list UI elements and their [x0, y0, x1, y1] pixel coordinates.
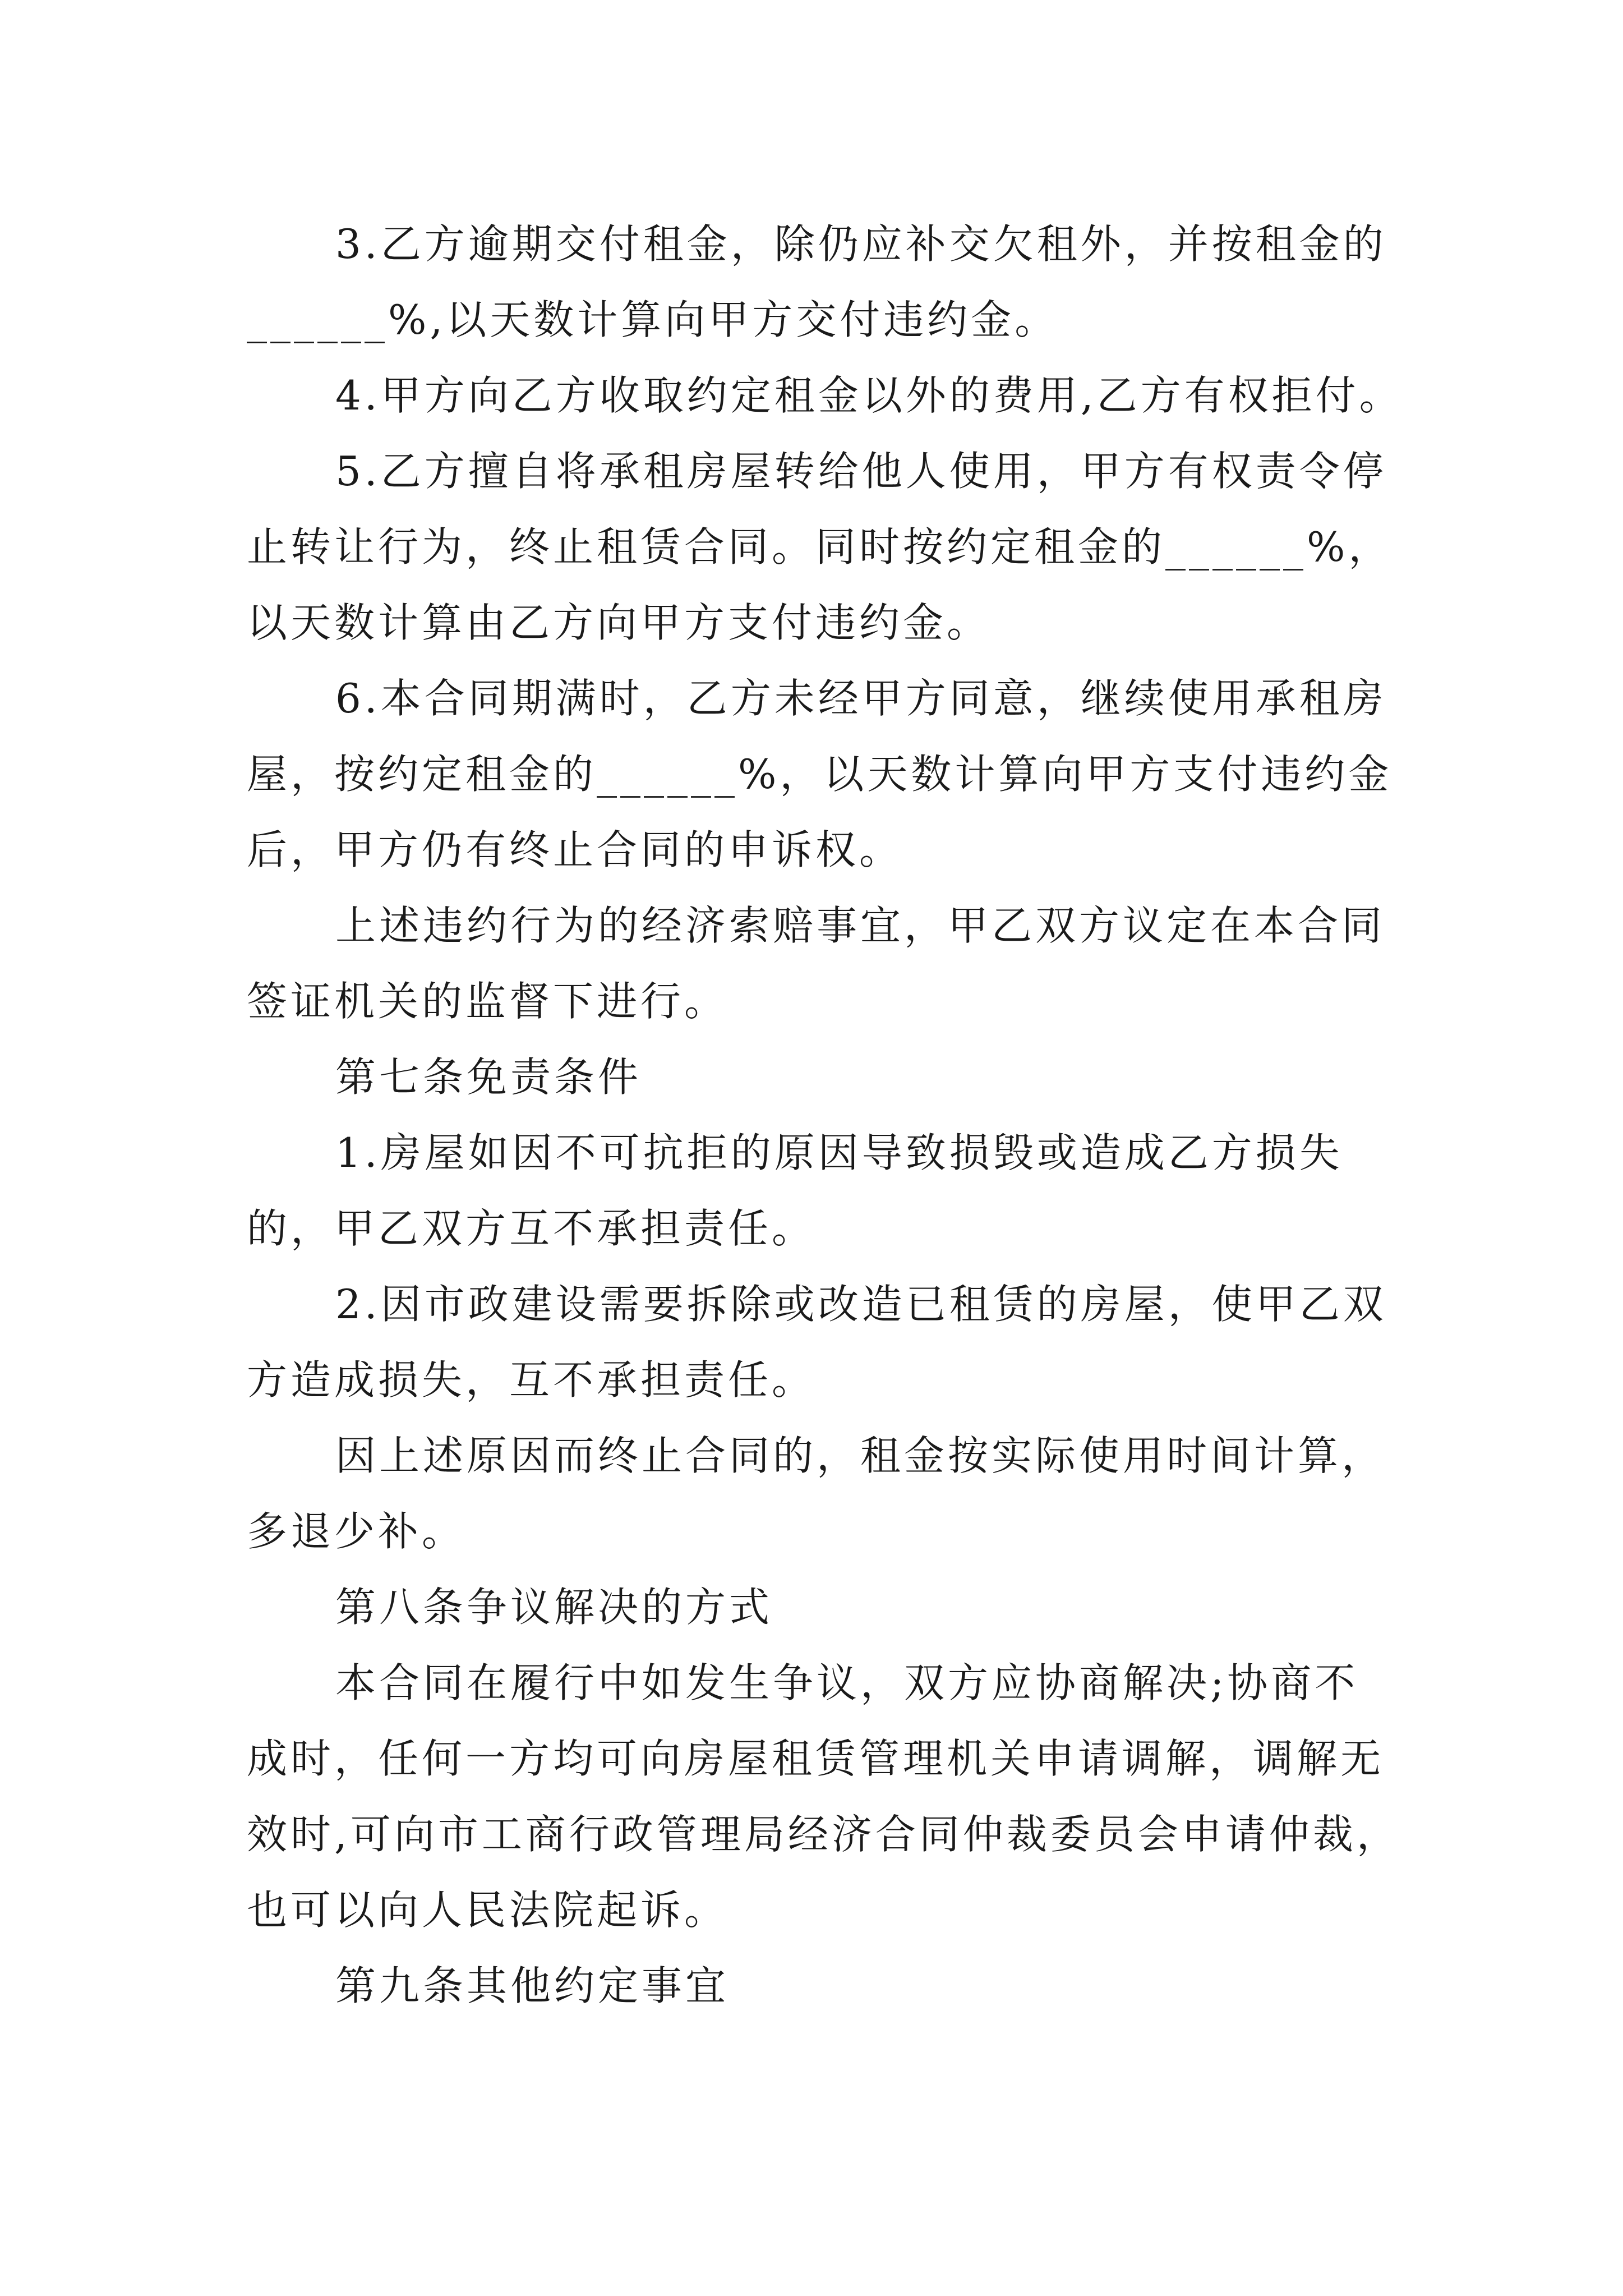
- clause-3-line-1: 3.乙方逾期交付租金，除仍应补交欠租外，并按租金的: [335, 220, 1387, 268]
- exemption-1-line-1: 1.房屋如因不可抗拒的原因导致损毁或造成乙方损失: [335, 1129, 1343, 1176]
- dispute-resolution-line-3: 效时,可向市工商行政管理局经济合同仲裁委员会申请仲裁，: [247, 1811, 1400, 1858]
- exemption-2-line-2: 方造成损失，互不承担责任。: [247, 1356, 816, 1404]
- clause-6-line-1: 6.本合同期满时，乙方未经甲方同意，继续使用承租房: [335, 675, 1387, 722]
- clause-4-line-1: 4.甲方向乙方收取约定租金以外的费用,乙方有权拒付。: [335, 372, 1403, 419]
- clause-3-line-2: ______%,以天数计算向甲方交付违约金。: [247, 296, 1059, 343]
- clause-6-line-3: 后，甲方仍有终止合同的申诉权。: [247, 826, 903, 873]
- termination-rent-line-1: 因上述原因而终止合同的，租金按实际使用时间计算，: [335, 1432, 1386, 1479]
- clause-5-line-2: 止转让行为，终止租赁合同。同时按约定租金的______%，: [247, 523, 1393, 570]
- termination-rent-line-2: 多退少补。: [247, 1508, 466, 1555]
- breach-claims-line-1: 上述违约行为的经济索赔事宜，甲乙双方议定在本合同: [335, 902, 1386, 949]
- exemption-1-line-2: 的，甲乙双方互不承担责任。: [247, 1205, 816, 1252]
- dispute-resolution-line-4: 也可以向人民法院起诉。: [247, 1887, 728, 1934]
- dispute-resolution-line-2: 成时，任何一方均可向房屋租赁管理机关申请调解，调解无: [247, 1735, 1385, 1782]
- article-7-heading: 第七条免责条件: [335, 1053, 642, 1101]
- article-8-heading: 第八条争议解决的方式: [335, 1584, 773, 1631]
- clause-6-line-2: 屋，按约定租金的______%，以天数计算向甲方支付违约金: [247, 751, 1393, 798]
- clause-5-line-3: 以天数计算由乙方向甲方支付违约金。: [247, 599, 991, 646]
- article-9-heading: 第九条其他约定事宜: [335, 1962, 730, 2009]
- breach-claims-line-2: 签证机关的监督下进行。: [247, 978, 728, 1025]
- dispute-resolution-line-1: 本合同在履行中如发生争议，双方应协商解决;协商不: [335, 1659, 1359, 1706]
- clause-5-line-1: 5.乙方擅自将承租房屋转给他人使用，甲方有权责令停: [335, 448, 1387, 495]
- exemption-2-line-1: 2.因市政建设需要拆除或改造已租赁的房屋，使甲乙双: [335, 1281, 1387, 1328]
